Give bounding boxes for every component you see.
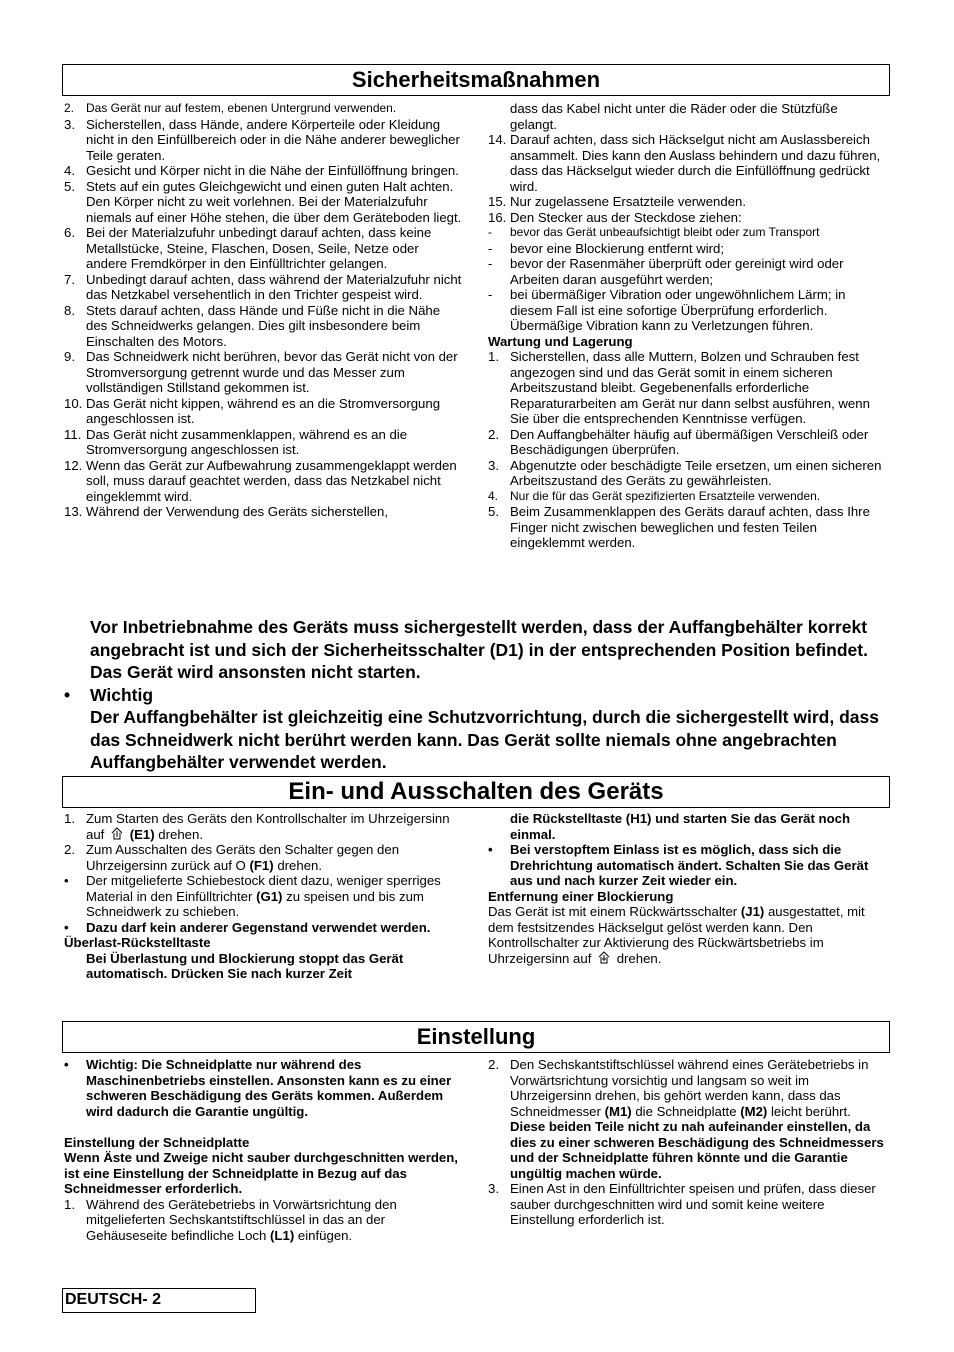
safety-item bbox=[64, 163, 462, 179]
item-number: 7. bbox=[64, 271, 75, 287]
adjust-step-2-warning: Diese beiden Teile nicht zu nah aufeinander einstellen, da dies zu einer schweren Beschädigung des Schneidmessers und der Schneidplatte führen könnte und die Garantie ungültig machen würde. bbox=[510, 1119, 884, 1181]
section-header-adjust bbox=[62, 1021, 890, 1053]
page-footer-label: DEUTSCH- 2 bbox=[65, 1291, 162, 1308]
section-title-adjust: Einstellung bbox=[416, 1024, 536, 1049]
item-number: 8. bbox=[64, 302, 75, 318]
adjust-right-column bbox=[488, 1057, 888, 1228]
item-number: - bbox=[488, 240, 493, 256]
item-number: 15. bbox=[488, 194, 507, 209]
notice-paragraph-2: Der Auffangbehälter ist gleichzeitig eine Schutzvorrichtung, durch die sichergestellt wird, dass das Schneidwerk nicht berührt werden kann. Das Gerät sollte niemals ohne angebrachten Auffangbehälter verwendet werden. bbox=[90, 707, 879, 772]
step-number: 2. bbox=[488, 1057, 499, 1072]
overload-text: Bei Überlastung und Blockierung stoppt das Gerät automatisch. Drücken Sie nach kurzer Zeit bbox=[86, 950, 404, 981]
section-header-safety bbox=[62, 64, 890, 96]
adjust-step-1-end: einfügen. bbox=[297, 1227, 353, 1243]
section-header-switch bbox=[62, 776, 890, 808]
item-number: 13. bbox=[64, 504, 83, 519]
item-text: Das Schneidwerk nicht berühren, bevor das Gerät nicht von der Stromversorgung getrennt wurde und das Messer zum vollständigen Stillstand gekommen ist. bbox=[86, 349, 458, 395]
maintenance-heading: Wartung und Lagerung bbox=[488, 333, 633, 349]
safety-item bbox=[64, 303, 462, 350]
item-number: 11. bbox=[64, 426, 82, 442]
adjust-step-2-b: die Schneidplatte bbox=[635, 1103, 737, 1119]
item-text: bevor das Gerät unbeaufsichtigt bleibt oder zum Transport bbox=[510, 225, 820, 239]
page-footer-label-box bbox=[62, 1288, 256, 1313]
ref-l1: (L1) bbox=[270, 1227, 295, 1243]
reverse-switch-icon bbox=[595, 951, 613, 965]
plate-heading: Einstellung der Schneidplatte bbox=[64, 1134, 250, 1150]
adjust-left-column bbox=[64, 1057, 460, 1243]
continued-text: dass das Kabel nicht unter die Räder oder die Stützfüße gelangt. bbox=[510, 101, 838, 132]
plate-intro: Wenn Äste und Zweige nicht sauber durchgeschnitten werden, ist eine Einstellung der Schneidplatte in Bezug auf das Schneidmesser erforderlich. bbox=[64, 1150, 458, 1196]
blockage-heading: Entfernung einer Blockierung bbox=[488, 888, 674, 904]
item-text: Den Auffangbehälter häufig auf übermäßigen Verschleiß oder Beschädigungen überprüfen. bbox=[510, 426, 869, 457]
item-number: 4. bbox=[488, 488, 499, 503]
adjust-step-1: Während des Gerätebetriebs in Vorwärtsrichtung den mitgelieferten Sechskantstiftschlüssel in das an der Gehäuseseite befindliche Loch bbox=[86, 1196, 397, 1243]
pusher-text: Der mitgelieferte Schiebestock dient dazu, weniger sperriges Material in den Einfülltrichter bbox=[86, 873, 441, 904]
item-text: Während der Verwendung des Geräts sicherstellen, bbox=[86, 504, 389, 519]
switch-right-column bbox=[488, 811, 888, 966]
ref-j1: (J1) bbox=[740, 904, 765, 919]
safety-item bbox=[64, 396, 462, 427]
ref-m2: (M2) bbox=[740, 1103, 768, 1119]
safety-item bbox=[488, 241, 888, 257]
adjust-step-2-c: leicht berührt. bbox=[770, 1103, 851, 1119]
pusher-end: zu speisen und bis zum Schneidwerk zu schieben. bbox=[86, 888, 424, 919]
item-number: 9. bbox=[64, 349, 75, 364]
bullet: • bbox=[64, 1057, 69, 1072]
item-number: 6. bbox=[64, 225, 75, 240]
item-text: Das Gerät nur auf festem, ebenen Untergrund verwenden. bbox=[86, 101, 397, 115]
notice-wichtig: Wichtig bbox=[90, 684, 154, 705]
startup-notice bbox=[64, 616, 890, 774]
item-text: Sicherstellen, dass alle Muttern, Bolzen und Schrauben fest angezogen sind und das Gerät somit in einem sicheren Arbeitszustand bleibt. Gegebenenfalls erforderliche Reparaturarbeiten am Gerät nur dann selbst ausführen, wenn Sie über die entsprechenden Kenntnisse verfügen. bbox=[510, 349, 870, 426]
item-text: Abgenutzte oder beschädigte Teile ersetzen, um einen sicheren Arbeitszustand des Geräts zu gewährleisten. bbox=[510, 457, 882, 488]
item-text: Den Stecker aus der Steckdose ziehen: bbox=[510, 209, 742, 225]
item-number: 14. bbox=[488, 132, 507, 147]
item-number: 5. bbox=[64, 178, 75, 194]
item-text: Sicherstellen, dass Hände, andere Körperteile oder Kleidung nicht in den Einfüllbereich oder in die Nähe anderer beweglicher Teile geraten. bbox=[86, 116, 460, 163]
safety-right-column bbox=[488, 101, 888, 551]
safety-item bbox=[488, 287, 888, 334]
safety-item bbox=[64, 349, 462, 396]
item-number: 3. bbox=[64, 116, 75, 132]
item-number: 2. bbox=[488, 426, 499, 442]
step-2-end: drehen. bbox=[277, 857, 323, 873]
item-text: Darauf achten, dass sich Häckselgut nicht am Auslassbereich ansammelt. Dies kann den Auslass behindern und dazu führen, dass das Häckselgut wieder durch die Einfüllöffnung gedrückt wird. bbox=[510, 132, 881, 194]
notice-paragraph: Vor Inbetriebnahme des Geräts muss sichergestellt werden, dass der Auffangbehälter korrekt angebracht ist und sich der Sicherheitsschalter (D1) in der entsprechenden Position befindet. Das Gerät wird ansonsten nicht starten. bbox=[90, 617, 868, 682]
bullet: • bbox=[64, 919, 69, 935]
item-text: Beim Zusammenklappen des Geräts darauf achten, dass Ihre Finger nicht zwischen beweglichen und festen Teilen eingeklemmt werden. bbox=[510, 504, 870, 550]
step-1-end: drehen. bbox=[158, 826, 204, 842]
safety-item bbox=[64, 272, 462, 303]
item-number: 1. bbox=[488, 349, 499, 364]
item-text: bevor der Rasenmäher überprüft oder gereinigt wird oder Arbeiten daran ausgeführt werden; bbox=[510, 256, 844, 287]
ref-m1: (M1) bbox=[604, 1103, 632, 1119]
item-number: 10. bbox=[64, 395, 83, 411]
maintenance-item bbox=[488, 504, 888, 551]
overload-heading: Überlast-Rückstelltaste bbox=[64, 935, 211, 950]
item-text: Das Gerät nicht kippen, während es an die Stromversorgung angeschlossen ist. bbox=[86, 395, 441, 426]
item-text: Bei der Materialzufuhr unbedingt darauf achten, dass keine Metallstücke, Steine, Flaschen, Dosen, Seile, Netze oder andere Fremdkörper in den Einfülltrichter gelangen. bbox=[86, 225, 432, 271]
maintenance-item bbox=[488, 489, 888, 505]
item-text: Wenn das Gerät zur Aufbewahrung zusammengeklappt werden soll, muss darauf geachtet werden, dass das Netzkabel nicht eingeklemmt wird. bbox=[86, 457, 457, 504]
maintenance-item bbox=[488, 349, 888, 427]
item-number: 2. bbox=[64, 101, 75, 115]
item-number: - bbox=[488, 225, 492, 239]
safety-item bbox=[488, 132, 888, 194]
item-text: Stets auf ein gutes Gleichgewicht und einen guten Halt achten. Den Körper nicht zu weit vorlehnen. Bei der Materialzufuhr niemals auf einer Höhe stehen, die über dem Geräteboden liegt. bbox=[86, 178, 462, 225]
step-number: 1. bbox=[64, 1196, 75, 1212]
bullet: • bbox=[64, 873, 69, 888]
adjust-warning: Wichtig: Die Schneidplatte nur während des Maschinenbetriebs einstellen. Ansonsten kann es zu einer schweren Beschädigung des Geräts kommen. Außerdem wird dadurch die Garantie ungültig. bbox=[86, 1057, 452, 1119]
pusher-warning: Dazu darf kein anderer Gegenstand verwendet werden. bbox=[86, 919, 431, 935]
safety-item bbox=[64, 179, 462, 226]
step-number: 2. bbox=[64, 842, 75, 857]
section-title-safety: Sicherheitsmaßnahmen bbox=[351, 67, 601, 92]
item-number: 16. bbox=[488, 209, 507, 225]
section-title-switch: Ein- und Ausschalten des Geräts bbox=[288, 778, 664, 805]
maintenance-item bbox=[488, 427, 888, 458]
safety-item bbox=[64, 225, 462, 272]
step-1-text: Zum Starten des Geräts den Kontrollschalter im Uhrzeigersinn auf bbox=[86, 811, 450, 842]
item-number: 5. bbox=[488, 504, 499, 519]
overload-continued: die Rückstelltaste (H1) und starten Sie das Gerät noch einmal. bbox=[510, 811, 851, 842]
item-text: Nur die für das Gerät spezifizierten Ersatzteile verwenden. bbox=[510, 488, 821, 503]
blockage-text: Das Gerät ist mit einem Rückwärtsschalter bbox=[488, 904, 738, 919]
item-number: 3. bbox=[488, 457, 499, 473]
safety-item bbox=[488, 256, 888, 287]
adjust-step-2: Den Sechskantstiftschlüssel während eines Gerätebetriebs in Vorwärtsrichtung vorsichtig und langsam so weit im Uhrzeigersinn drehen, bis gehört werden kann, dass das Schneidmesser bbox=[510, 1057, 869, 1119]
item-text: Stets darauf achten, dass Hände und Füße nicht in die Nähe des Schneidwerks gelangen. Dies gilt insbesondere beim Einschalten des Motors. bbox=[86, 302, 441, 349]
reverse-warning: Bei verstopftem Einlass ist es möglich, dass sich die Drehrichtung automatisch ändert. Schalten Sie das Gerät aus und nach kurzer Zeit wieder ein. bbox=[510, 842, 869, 888]
item-text: Das Gerät nicht zusammenklappen, während es an die Stromversorgung angeschlossen ist. bbox=[86, 426, 408, 457]
adjust-step-3: Einen Ast in den Einfülltrichter speisen und prüfen, dass dieser sauber durchgeschnitten wird und somit keine weitere Einstellung erforderlich ist. bbox=[510, 1181, 876, 1227]
blockage-text-2: ausgestattet, mit dem festsitzendes Häckselgut gelöst werden kann. Den Kontrollschalter zur Aktivierung des Rückwärtsbetriebs im Uhrzeigersinn auf bbox=[488, 904, 865, 966]
item-number: - bbox=[488, 287, 493, 302]
safety-item bbox=[64, 101, 462, 117]
item-text: bei übermäßiger Vibration oder ungewöhnlichem Lärm; in diesem Fall ist eine sofortige Überprüfung erforderlich. Übermäßige Vibration kann zu Verletzungen führen. bbox=[510, 287, 846, 333]
item-text: Gesicht und Körper nicht in die Nähe der Einfüllöffnung bringen. bbox=[86, 163, 459, 178]
step-2-text: Zum Ausschalten des Geräts den Schalter gegen den Uhrzeigersinn zurück auf O bbox=[86, 842, 400, 873]
safety-item bbox=[64, 504, 462, 520]
bullet: • bbox=[488, 842, 493, 857]
safety-item bbox=[64, 117, 462, 164]
safety-left-column bbox=[64, 101, 462, 520]
item-number: 4. bbox=[64, 163, 75, 178]
switch-on-icon bbox=[108, 827, 126, 841]
item-number: - bbox=[488, 256, 493, 271]
safety-item bbox=[488, 225, 888, 241]
ref-e1: (E1) bbox=[129, 826, 155, 842]
safety-item bbox=[64, 427, 462, 458]
blockage-end: drehen. bbox=[616, 950, 662, 966]
switch-left-column bbox=[64, 811, 464, 982]
step-number: 1. bbox=[64, 811, 75, 826]
item-text: bevor eine Blockierung entfernt wird; bbox=[510, 240, 725, 256]
step-number: 3. bbox=[488, 1181, 499, 1196]
ref-f1: (F1) bbox=[249, 857, 274, 873]
item-number: 12. bbox=[64, 457, 83, 473]
item-text: Nur zugelassene Ersatzteile verwenden. bbox=[510, 194, 747, 209]
maintenance-item bbox=[488, 458, 888, 489]
safety-item bbox=[488, 210, 888, 226]
safety-item bbox=[64, 458, 462, 505]
notice-bullet: • bbox=[64, 684, 71, 705]
ref-g1: (G1) bbox=[256, 888, 283, 904]
item-text: Unbedingt darauf achten, dass während der Materialzufuhr nicht das Netzkabel versehentlich in den Trichter gespeist wird. bbox=[86, 271, 462, 302]
safety-item bbox=[488, 194, 888, 210]
